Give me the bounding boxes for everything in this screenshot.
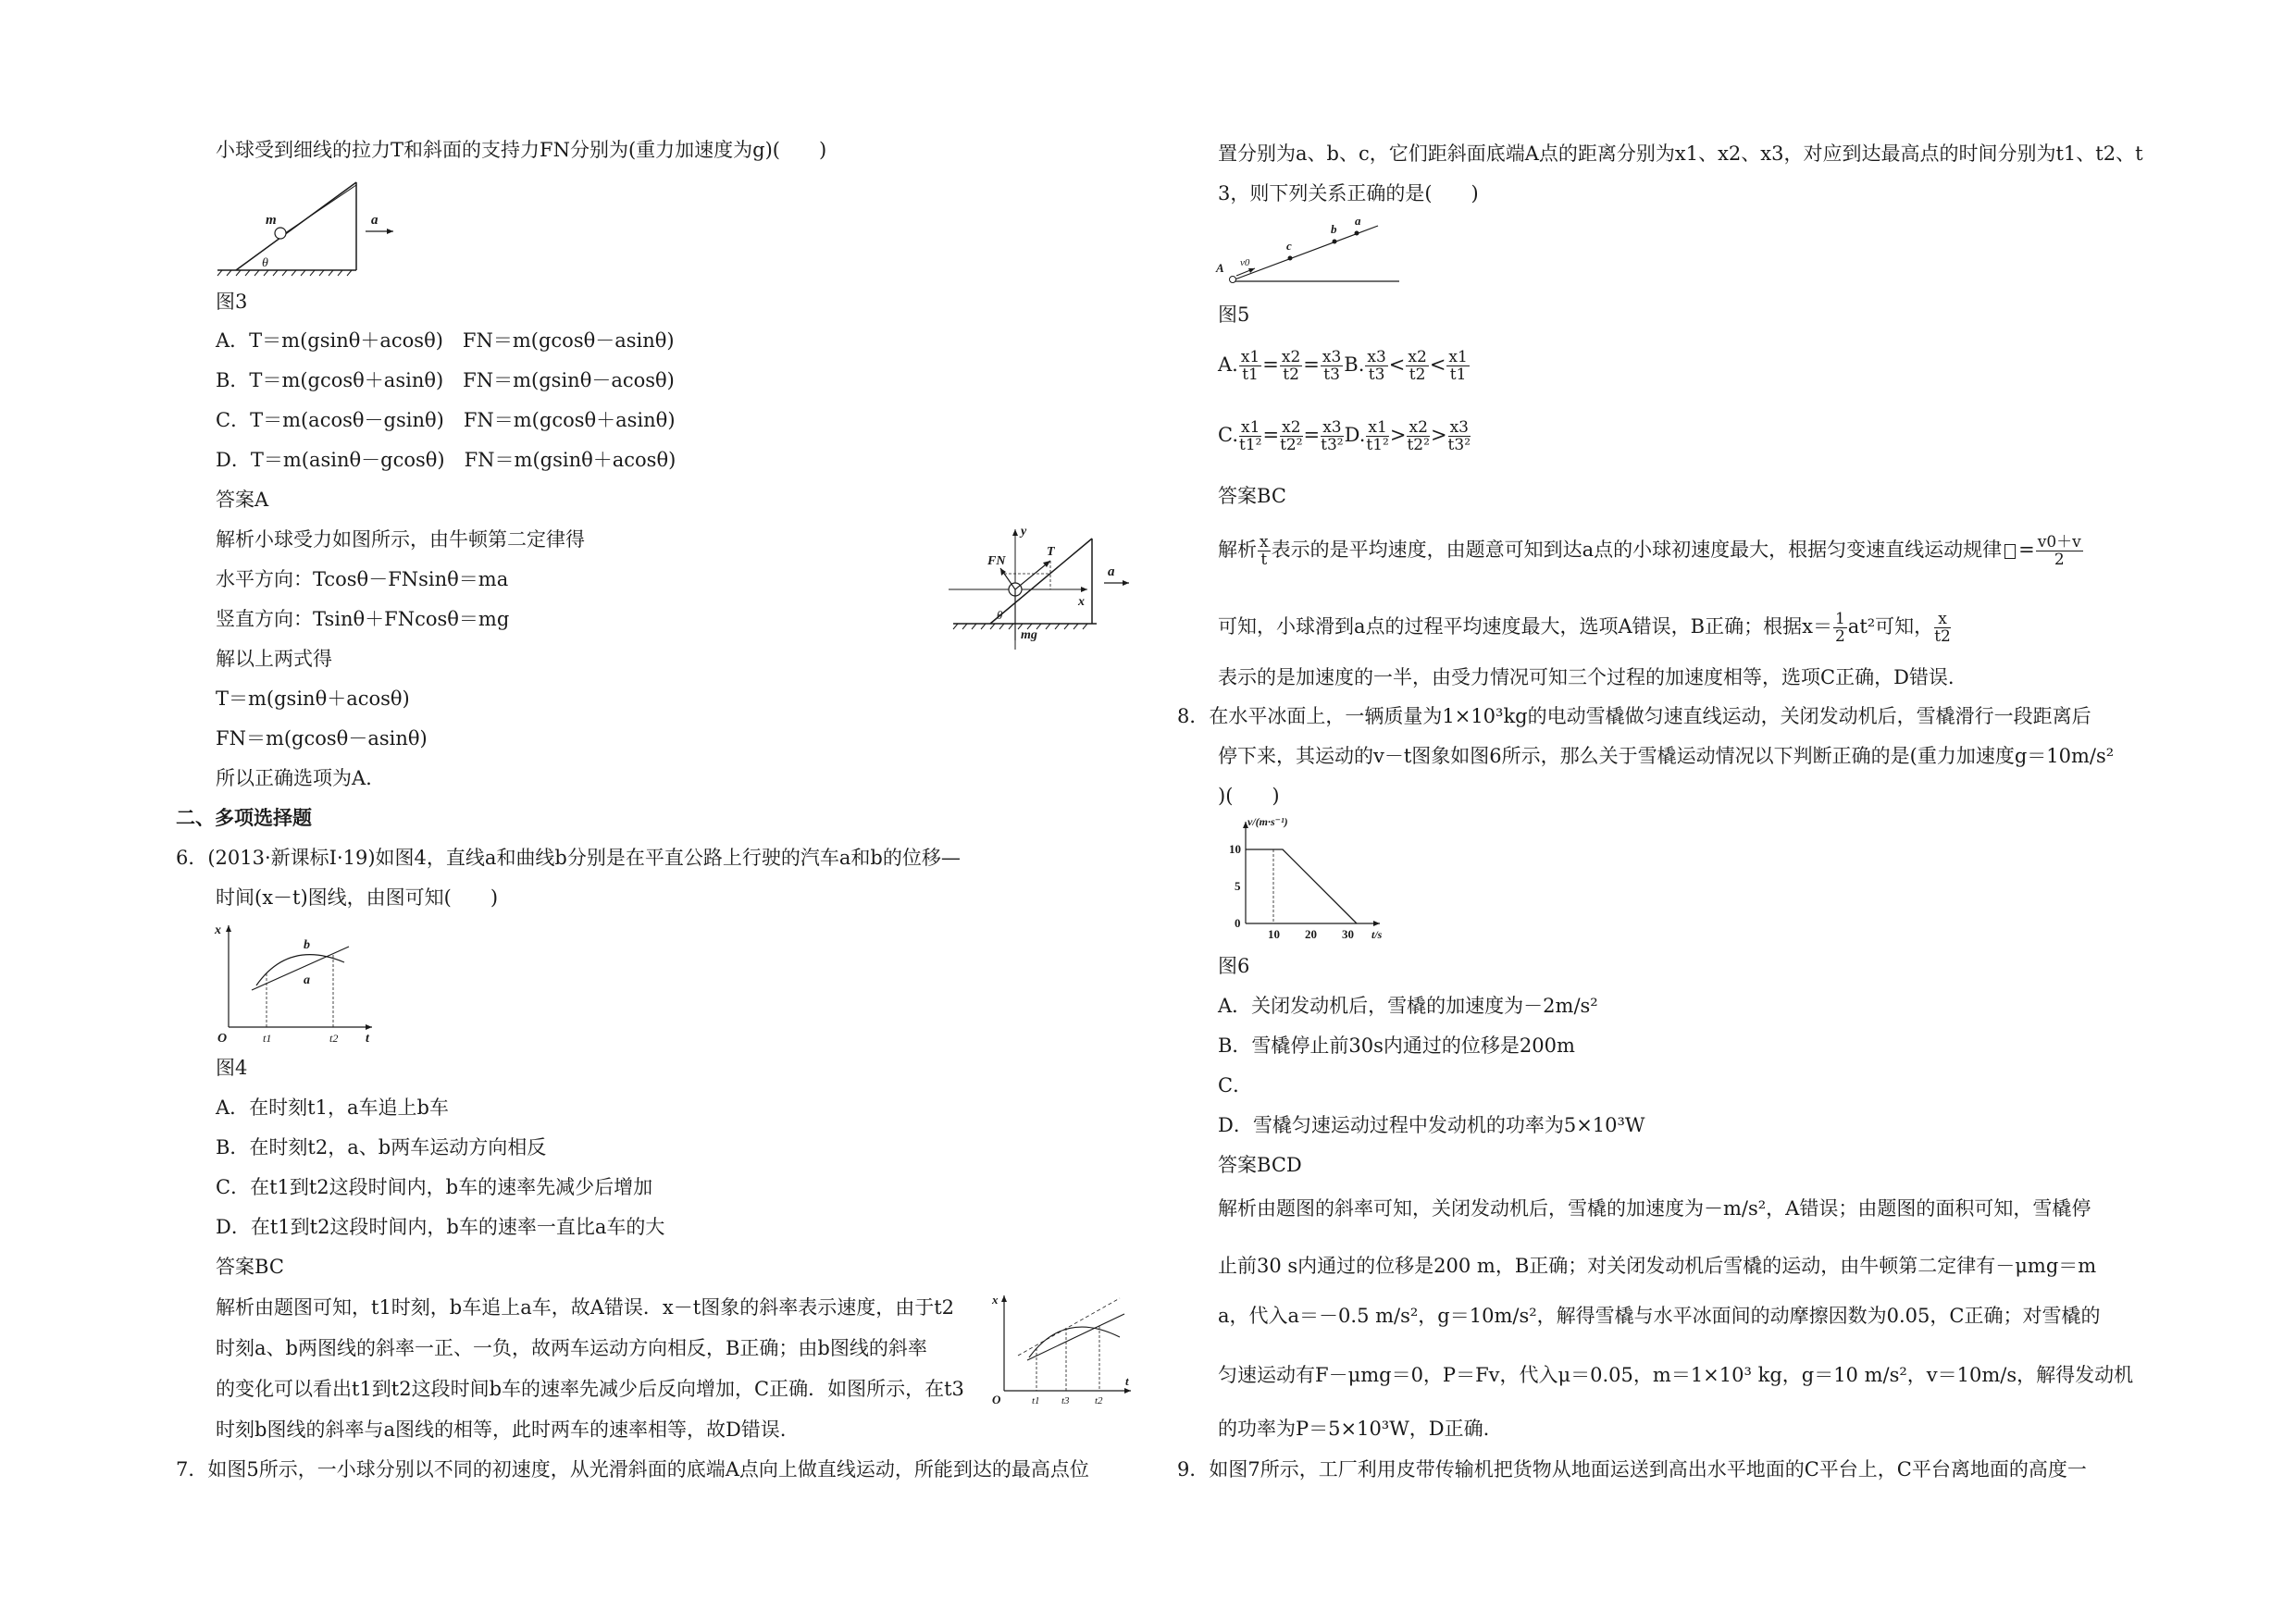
- fig5-a-point-label: A: [1216, 261, 1224, 275]
- q7-option-c-label: C.: [1218, 424, 1238, 446]
- frac-x2-t2sq-d: $\frac{x2}{\text{t2²}}$: [1407, 418, 1430, 454]
- slope-t2-label: t2: [1095, 1395, 1103, 1406]
- fig6-y10: 10: [1229, 842, 1241, 856]
- q7-analysis-1: 解析 $\frac{x}{t}$ 表示的是平均速度，由题意可知到达a点的小球初速度最大，根据匀变速直线运动规律 = $\frac{v0+v}{2}$: [1218, 533, 2081, 569]
- frac-x3-t3-b: $\frac{x3}{t3}$: [1367, 348, 1386, 384]
- fig6-y5: 5: [1235, 879, 1241, 893]
- fig6-xlabel: t/s: [1371, 928, 1383, 941]
- fig6-x30: 30: [1342, 927, 1354, 941]
- q7-option-d-label: D.: [1344, 424, 1366, 446]
- frac-x2-t2-b: $\frac{x2}{t2}$: [1408, 348, 1427, 384]
- q9-stem: 9．如图7所示，工厂利用皮带传输机把货物从地面运送到高出水平地面的C平台上，C平台离地面的高度一: [1177, 1458, 2087, 1481]
- q6-option-a: A．在时刻t1，a车追上b车: [216, 1096, 449, 1119]
- q8-option-d: D．雪橇匀速运动过程中发动机的功率为5×10³W: [1218, 1114, 1645, 1136]
- fig6-zero: 0: [1235, 916, 1241, 930]
- q5-stem-tail: 小球受到细线的拉力T和斜面的支持力FN分别为(重力加速度为g)( ): [216, 139, 827, 161]
- q6-analysis-2: 时刻a、b两图线的斜率一正、一负，故两车运动方向相反，B正确；由b图线的斜率: [216, 1337, 927, 1359]
- frac-x3-t3sq-d: $\frac{x3}{\text{t3²}}$: [1447, 418, 1471, 454]
- frac-v0v-over-2: $\frac{v0+v}{2}$: [2037, 533, 2081, 569]
- q5-answer: 答案A: [216, 489, 269, 511]
- fig4-t-label: t: [366, 1032, 369, 1046]
- q7-stem-cont-2: 3，则下列关系正确的是( ): [1218, 182, 1479, 204]
- fig5-a-label: a: [1355, 214, 1361, 228]
- force-theta-label: θ: [997, 608, 1003, 622]
- q8-analysis-1: 解析由题图的斜率可知，关闭发动机后，雪橇的加速度为－m/s²，A错误；由题图的面积可知，雪橇停: [1218, 1197, 2091, 1220]
- q7-stem-cont-1: 置分别为a、b、c，它们距斜面底端A点的距离分别为x1、x2、x3，对应到达最高点的时间分别为t1、t2、t: [1218, 142, 2143, 165]
- q8-analysis-2: 止前30 s内通过的位移是200 m，B正确；对关闭发动机后雪橇的运动，由牛顿第二定律有－μmg＝m: [1218, 1255, 2097, 1277]
- frac-x1-t1sq: $\frac{x1}{\text{t1²}}$: [1239, 418, 1262, 454]
- q8-option-b: B．雪橇停止前30s内通过的位移是200m: [1218, 1035, 1575, 1057]
- fig4-a-label: a: [304, 973, 310, 987]
- q5-option-b: B．T＝m(gcosθ＋asinθ) FN＝m(gsinθ－acosθ): [216, 369, 675, 391]
- q6-analysis-4: 时刻b图线的斜率与a图线的相等，此时两车的速率相等，故D错误.: [216, 1419, 787, 1441]
- q6-option-d: D．在t1到t2这段时间内，b车的速率一直比a车的大: [216, 1216, 665, 1238]
- q6-stem-2: 时间(x－t)图线，由图可知( ): [216, 886, 499, 909]
- fig6-x20: 20: [1305, 927, 1317, 941]
- fig5-v0-label: v0: [1240, 257, 1250, 268]
- q5-option-c: C．T＝m(acosθ－gsinθ) FN＝m(gcosθ＋asinθ): [216, 409, 676, 431]
- q8-option-a: A．关闭发动机后，雪橇的加速度为－2m/s²: [1218, 995, 1598, 1017]
- q7-options-ab: A. $\frac{x1}{t1}$ = $\frac{x2}{t2}$ = $\frac{x3}{t3}$ B. $\frac{x3}{t3}$ < $\frac{x2}{t2}$ < $\frac{x1}{t1}$: [1218, 348, 1468, 384]
- fig6-caption: 图6: [1218, 955, 1250, 977]
- slope-o-label: O: [992, 1393, 1001, 1406]
- fig4-t1-label: t1: [263, 1032, 272, 1045]
- q8-analysis-5: 的功率为P＝5×10³W，D正确.: [1218, 1418, 1490, 1440]
- q6-option-c: C．在t1到t2这段时间内，b车的速率先减少后增加: [216, 1176, 653, 1198]
- frac-x3-t3sq: $\frac{x3}{\text{t3²}}$: [1321, 418, 1344, 454]
- q8-stem-3: )( ): [1218, 785, 1280, 807]
- q7-options-cd: C. $\frac{x1}{\text{t1²}}$ = $\frac{x2}{\text{t2²}}$ = $\frac{x3}{\text{t3²}}$ D. $\frac{x1}{\text{t1²}}$ > $\frac{x2}{\text{t2²}}$ > $\frac{x3}{\text{t3²}}$: [1218, 418, 1471, 454]
- force-fn-label: FN: [987, 554, 1006, 568]
- section-title: 二、多项选择题: [176, 806, 312, 829]
- fig6-ylabel: v/(m·s⁻¹): [1247, 815, 1288, 828]
- q7-option-b-label: B.: [1344, 353, 1365, 376]
- q8-answer: 答案BCD: [1218, 1154, 1302, 1176]
- q7-analysis-2: 可知，小球滑到a点的过程平均速度最大，选项A错误，B正确；根据x＝ $\frac{1}{2}$ at²可知， $\frac{x}{t2}$: [1218, 610, 1951, 646]
- q8-analysis-3: a，代入a＝－0.5 m/s²，g＝10m/s²，解得雪橇与水平冰面间的动摩擦因数为0.05，C正确；对雪橇的: [1218, 1305, 2101, 1327]
- q7-stem: 7．如图5所示，一小球分别以不同的初速度，从光滑斜面的底端A点向上做直线运动，所能到达的最高点位: [176, 1458, 1089, 1481]
- q7-analysis-3: 表示的是加速度的一半，由受力情况可知三个过程的加速度相等，选项C正确，D错误.: [1218, 666, 1955, 688]
- fig3-a-label: a: [371, 213, 379, 228]
- slope-x-label: x: [992, 1293, 999, 1307]
- fig5-caption: 图5: [1218, 304, 1250, 326]
- q8-stem-2: 停下来，其运动的v－t图象如图6所示，那么关于雪橇运动情况以下判断正确的是(重力加速度g＝10m/s²: [1218, 745, 2115, 767]
- q8-analysis-4: 匀速运动有F－μmg＝0，P＝Fv，代入μ＝0.05，m＝1×10³ kg，g＝10 m/s²，v＝10m/s，解得发动机: [1218, 1364, 2134, 1386]
- frac-x2-t2sq: $\frac{x2}{\text{t2²}}$: [1280, 418, 1303, 454]
- q7-option-a-label: A.: [1218, 353, 1238, 376]
- force-a-label: a: [1108, 564, 1115, 579]
- frac-x2-t2: $\frac{x2}{t2}$: [1281, 348, 1301, 384]
- fig4-t2-label: t2: [329, 1032, 339, 1045]
- q7-answer: 答案BC: [1218, 485, 1286, 507]
- fig5-c-label: c: [1286, 239, 1292, 253]
- force-mg-label: mg: [1021, 628, 1037, 642]
- q5-analysis-1: 解析小球受力如图所示，由牛顿第二定律得: [216, 528, 585, 551]
- force-x-label: x: [1078, 595, 1085, 609]
- force-diagram: [949, 520, 1134, 659]
- figure-6-vt-graph: [1218, 814, 1403, 939]
- figure-5-incline: [1216, 215, 1401, 289]
- figure-4-xt-graph: [215, 921, 381, 1046]
- q6-stem-1: 6．(2013·新课标Ⅰ·19)如图4，直线a和曲线b分别是在平直公路上行驶的汽车a和b的位移—: [176, 847, 961, 869]
- frac-one-half: $\frac{1}{2}$: [1834, 610, 1845, 646]
- q5-analysis-5: T＝m(gsinθ＋acosθ): [216, 688, 410, 710]
- q8-stem-1: 8．在水平冰面上，一辆质量为1×10³kg的电动雪橇做匀速直线运动，关闭发动机后，雪橇滑行一段距离后: [1177, 705, 2091, 727]
- fig3-m-label: m: [266, 213, 277, 228]
- slope-t1-label: t1: [1032, 1395, 1040, 1406]
- q8-option-c: C．: [1218, 1074, 1253, 1096]
- fig3-theta-label: θ: [262, 256, 268, 270]
- figure-3-incline: [217, 178, 403, 279]
- fig4-caption: 图4: [216, 1057, 248, 1079]
- force-t-label: T: [1047, 545, 1055, 559]
- fig3-caption: 图3: [216, 291, 248, 313]
- frac-x-over-t2: $\frac{x}{t2}$: [1934, 610, 1951, 646]
- q6-answer: 答案BC: [216, 1256, 284, 1278]
- q5-option-d: D．T＝m(asinθ－gcosθ) FN＝m(gsinθ＋acosθ): [216, 449, 676, 471]
- figure-slope-tangent: [990, 1291, 1138, 1406]
- vt-series-line: [1246, 849, 1357, 923]
- q5-analysis-2: 水平方向：Tcosθ－FNsinθ＝ma: [216, 568, 509, 590]
- slope-t3-label: t3: [1061, 1395, 1070, 1406]
- q5-option-a: A．T＝m(gsinθ＋acosθ) FN＝m(gcosθ－asinθ): [216, 329, 675, 352]
- fig5-b-label: b: [1331, 222, 1337, 236]
- q6-analysis-3: 的变化可以看出t1到t2这段时间b车的速率先减少后反向增加，C正确．如图所示，在t3: [216, 1378, 964, 1400]
- frac-x3-t3: $\frac{x3}{t3}$: [1322, 348, 1342, 384]
- force-y-label: y: [1021, 525, 1027, 539]
- slope-t-label: t: [1125, 1374, 1129, 1388]
- frac-x1-t1: $\frac{x1}{t1}$: [1240, 348, 1260, 384]
- frac-x1-t1-b: $\frac{x1}{t1}$: [1448, 348, 1468, 384]
- q5-analysis-7: 所以正确选项为A.: [216, 767, 372, 789]
- fig4-b-label: b: [304, 938, 310, 952]
- q6-analysis-1: 解析由题图可知，t1时刻，b车追上a车，故A错误．x－t图象的斜率表示速度，由于t2: [216, 1296, 955, 1319]
- v-bar-box: [2004, 544, 2016, 559]
- q5-analysis-3: 竖直方向：Tsinθ＋FNcosθ＝mg: [216, 608, 510, 630]
- q5-analysis-4: 解以上两式得: [216, 648, 332, 670]
- frac-x-over-t: $\frac{x}{t}$: [1260, 533, 1269, 569]
- q6-option-b: B．在时刻t2，a、b两车运动方向相反: [216, 1136, 547, 1158]
- fig4-o-label: O: [217, 1032, 228, 1046]
- q5-analysis-6: FN＝m(gcosθ－asinθ): [216, 727, 428, 750]
- fig4-x-label: x: [215, 923, 221, 937]
- frac-x1-t1sq-d: $\frac{x1}{\text{t1²}}$: [1366, 418, 1389, 454]
- fig6-x10: 10: [1268, 927, 1280, 941]
